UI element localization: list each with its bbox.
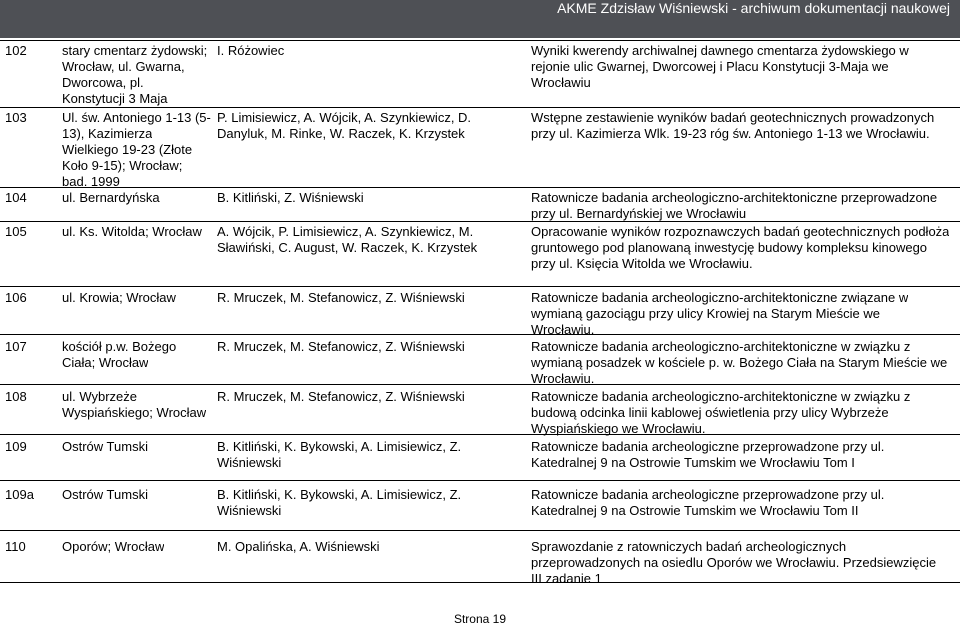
row-107-title-line-3: Wrocławiu. bbox=[531, 371, 595, 386]
row-104-authors: B. Kitliński, Z. Wiśniewski bbox=[217, 190, 364, 205]
row-103-title-line-2: przy ul. Kazimierza Wlk. 19-23 róg św. Antoniego 1-13 we Wrocławiu. bbox=[531, 126, 930, 141]
row-104-title-line-2: przy ul. Bernardyńskiej we Wrocławiu bbox=[531, 206, 747, 221]
row-divider bbox=[0, 286, 960, 287]
row-104-title-line-1: Ratownicze badania archeologiczno-architektoniczne przeprowadzone bbox=[531, 190, 938, 205]
row-106-title-line-1: Ratownicze badania archeologiczno-architektoniczne związane w bbox=[531, 290, 909, 305]
row-108-title-line-1: Ratownicze badania archeologiczno-architektoniczne w związku z bbox=[531, 389, 911, 404]
row-109a-location: Ostrów Tumski bbox=[62, 487, 148, 502]
row-103-location-line-3: Wielkiego 19-23 (Złote bbox=[62, 142, 193, 157]
row-109a-title-line-1: Ratownicze badania archeologiczne przeprowadzone przy ul. bbox=[531, 487, 885, 502]
row-107-location-line-1: kościół p.w. Bożego bbox=[62, 339, 177, 354]
row-110-title-line-2: przeprowadzonych na osiedlu Oporów we Wrocławiu. Przedsiewzięcie bbox=[531, 555, 937, 570]
row-109-title-line-1: Ratownicze badania archeologiczne przeprowadzone przy ul. bbox=[531, 439, 885, 454]
row-divider bbox=[0, 530, 960, 531]
archive-title: AKME Zdzisław Wiśniewski - archiwum dokumentacji naukowej bbox=[557, 0, 950, 16]
row-109-location: Ostrów Tumski bbox=[62, 439, 148, 454]
row-106-authors: R. Mruczek, M. Stefanowicz, Z. Wiśniewski bbox=[217, 290, 465, 305]
row-107-title-line-2: wymianą posadzek w kościele p. w. Bożego Ciała na Starym Mieście we bbox=[531, 355, 948, 370]
row-108-location-line-2: Wyspiańskiego; Wrocław bbox=[62, 405, 207, 420]
row-103-authors-line-1: P. Limisiewicz, A. Wójcik, A. Szynkiewicz, D. bbox=[217, 110, 472, 125]
row-109-authors-line-2: Wiśniewski bbox=[217, 455, 282, 470]
row-106-location: ul. Krowia; Wrocław bbox=[62, 290, 176, 305]
row-105-no: 105 bbox=[5, 224, 27, 239]
row-105-location: ul. Ks. Witolda; Wrocław bbox=[62, 224, 202, 239]
row-divider bbox=[0, 384, 960, 385]
row-110-title-line-1: Sprawozdanie z ratowniczych badań archeologicznych bbox=[531, 539, 847, 554]
row-divider bbox=[0, 480, 960, 481]
row-110-no: 110 bbox=[5, 539, 26, 554]
row-110-location: Oporów; Wrocław bbox=[62, 539, 165, 554]
row-108-no: 108 bbox=[5, 389, 27, 404]
row-109a-title-line-2: Katedralnej 9 na Ostrowie Tumskim we Wrocławiu Tom II bbox=[531, 503, 859, 518]
row-109-no: 109 bbox=[5, 439, 27, 454]
row-109a-authors-line-2: Wiśniewski bbox=[217, 503, 282, 518]
row-106-no: 106 bbox=[5, 290, 27, 305]
row-105-authors-line-2: Sławiński, C. August, W. Raczek, K. Krzystek bbox=[217, 240, 478, 255]
row-102-location-line-2: Wrocław, ul. Gwarna, bbox=[62, 59, 185, 74]
row-divider bbox=[0, 582, 960, 583]
row-divider bbox=[0, 334, 960, 335]
page-number: Strona 19 bbox=[453, 612, 507, 626]
row-107-authors: R. Mruczek, M. Stefanowicz, Z. Wiśniewski bbox=[217, 339, 465, 354]
row-109-title-line-2: Katedralnej 9 na Ostrowie Tumskim we Wrocławiu Tom I bbox=[531, 455, 855, 470]
row-103-title-line-1: Wstępne zestawienie wyników badań geotechnicznych prowadzonych bbox=[531, 110, 935, 125]
row-104-no: 104 bbox=[5, 190, 27, 205]
row-divider bbox=[0, 187, 960, 188]
row-105-title-line-3: przy ul. Księcia Witolda we Wrocławiu. bbox=[531, 256, 753, 271]
row-102-title-line-2: rejonie ulic Gwarnej, Dworcowej i Placu Konstytucji 3-Maja we bbox=[531, 59, 889, 74]
row-109a-authors-line-1: B. Kitliński, K. Bykowski, A. Limisiewicz, Z. bbox=[217, 487, 462, 502]
row-103-location-line-2: 13), Kazimierza bbox=[62, 126, 153, 141]
app-header bbox=[0, 0, 960, 38]
row-108-authors: R. Mruczek, M. Stefanowicz, Z. Wiśniewski bbox=[217, 389, 465, 404]
row-108-title-line-2: budową odcinka linii kablowej oświetlenia przy ulicy Wybrzeże bbox=[531, 405, 889, 420]
row-106-title-line-3: Wrocławiu. bbox=[531, 322, 595, 337]
row-divider bbox=[0, 221, 960, 222]
row-107-no: 107 bbox=[5, 339, 27, 354]
row-105-authors-line-1: A. Wójcik, P. Limisiewicz, A. Szynkiewicz, M. bbox=[217, 224, 474, 239]
row-109a-no: 109a bbox=[5, 487, 34, 502]
row-102-location-line-1: stary cmentarz żydowski; bbox=[62, 43, 208, 58]
row-110-authors: M. Opalińska, A. Wiśniewski bbox=[217, 539, 380, 554]
row-108-location-line-1: ul. Wybrzeże bbox=[62, 389, 138, 404]
row-102-location-line-3: Dworcowa, pl. bbox=[62, 75, 144, 90]
row-102-title-line-1: Wyniki kwerendy archiwalnej dawnego cmentarza żydowskiego w bbox=[531, 43, 909, 58]
row-103-location-line-4: Koło 9-15); Wrocław; bbox=[62, 158, 183, 173]
row-102-location-line-4: Konstytucji 3 Maja bbox=[62, 91, 168, 106]
row-103-location-line-1: Ul. św. Antoniego 1-13 (5- bbox=[62, 110, 211, 125]
row-102-title-line-3: Wrocławiu bbox=[531, 75, 591, 90]
row-104-location: ul. Bernardyńska bbox=[62, 190, 160, 205]
row-102-authors: I. Różowiec bbox=[217, 43, 285, 58]
row-108-title-line-3: Wyspiańskiego we Wrocławiu. bbox=[531, 421, 706, 436]
row-103-authors-line-2: Danyluk, M. Rinke, W. Raczek, K. Krzystek bbox=[217, 126, 465, 141]
row-divider bbox=[0, 107, 960, 108]
row-103-location-line-5: bad. 1999 bbox=[62, 174, 120, 189]
row-102-no: 102 bbox=[5, 43, 27, 58]
row-110-title-line-3: III zadanie 1 bbox=[531, 571, 602, 586]
row-107-location-line-2: Ciała; Wrocław bbox=[62, 355, 149, 370]
row-divider bbox=[0, 40, 960, 41]
row-105-title-line-2: gruntowego pod planowaną inwestycję budowy kompleksu kinowego bbox=[531, 240, 928, 255]
row-103-no: 103 bbox=[5, 110, 27, 125]
row-105-title-line-1: Opracowanie wyników rozpoznawczych badań geotechnicznych podłoża bbox=[531, 224, 950, 239]
row-divider bbox=[0, 434, 960, 435]
row-106-title-line-2: wymianą gazociągu przy ulicy Krowiej na Starym Mieście we bbox=[531, 306, 880, 321]
row-107-title-line-1: Ratownicze badania archeologiczno-architektoniczne w związku z bbox=[531, 339, 911, 354]
row-109-authors-line-1: B. Kitliński, K. Bykowski, A. Limisiewicz, Z. bbox=[217, 439, 462, 454]
